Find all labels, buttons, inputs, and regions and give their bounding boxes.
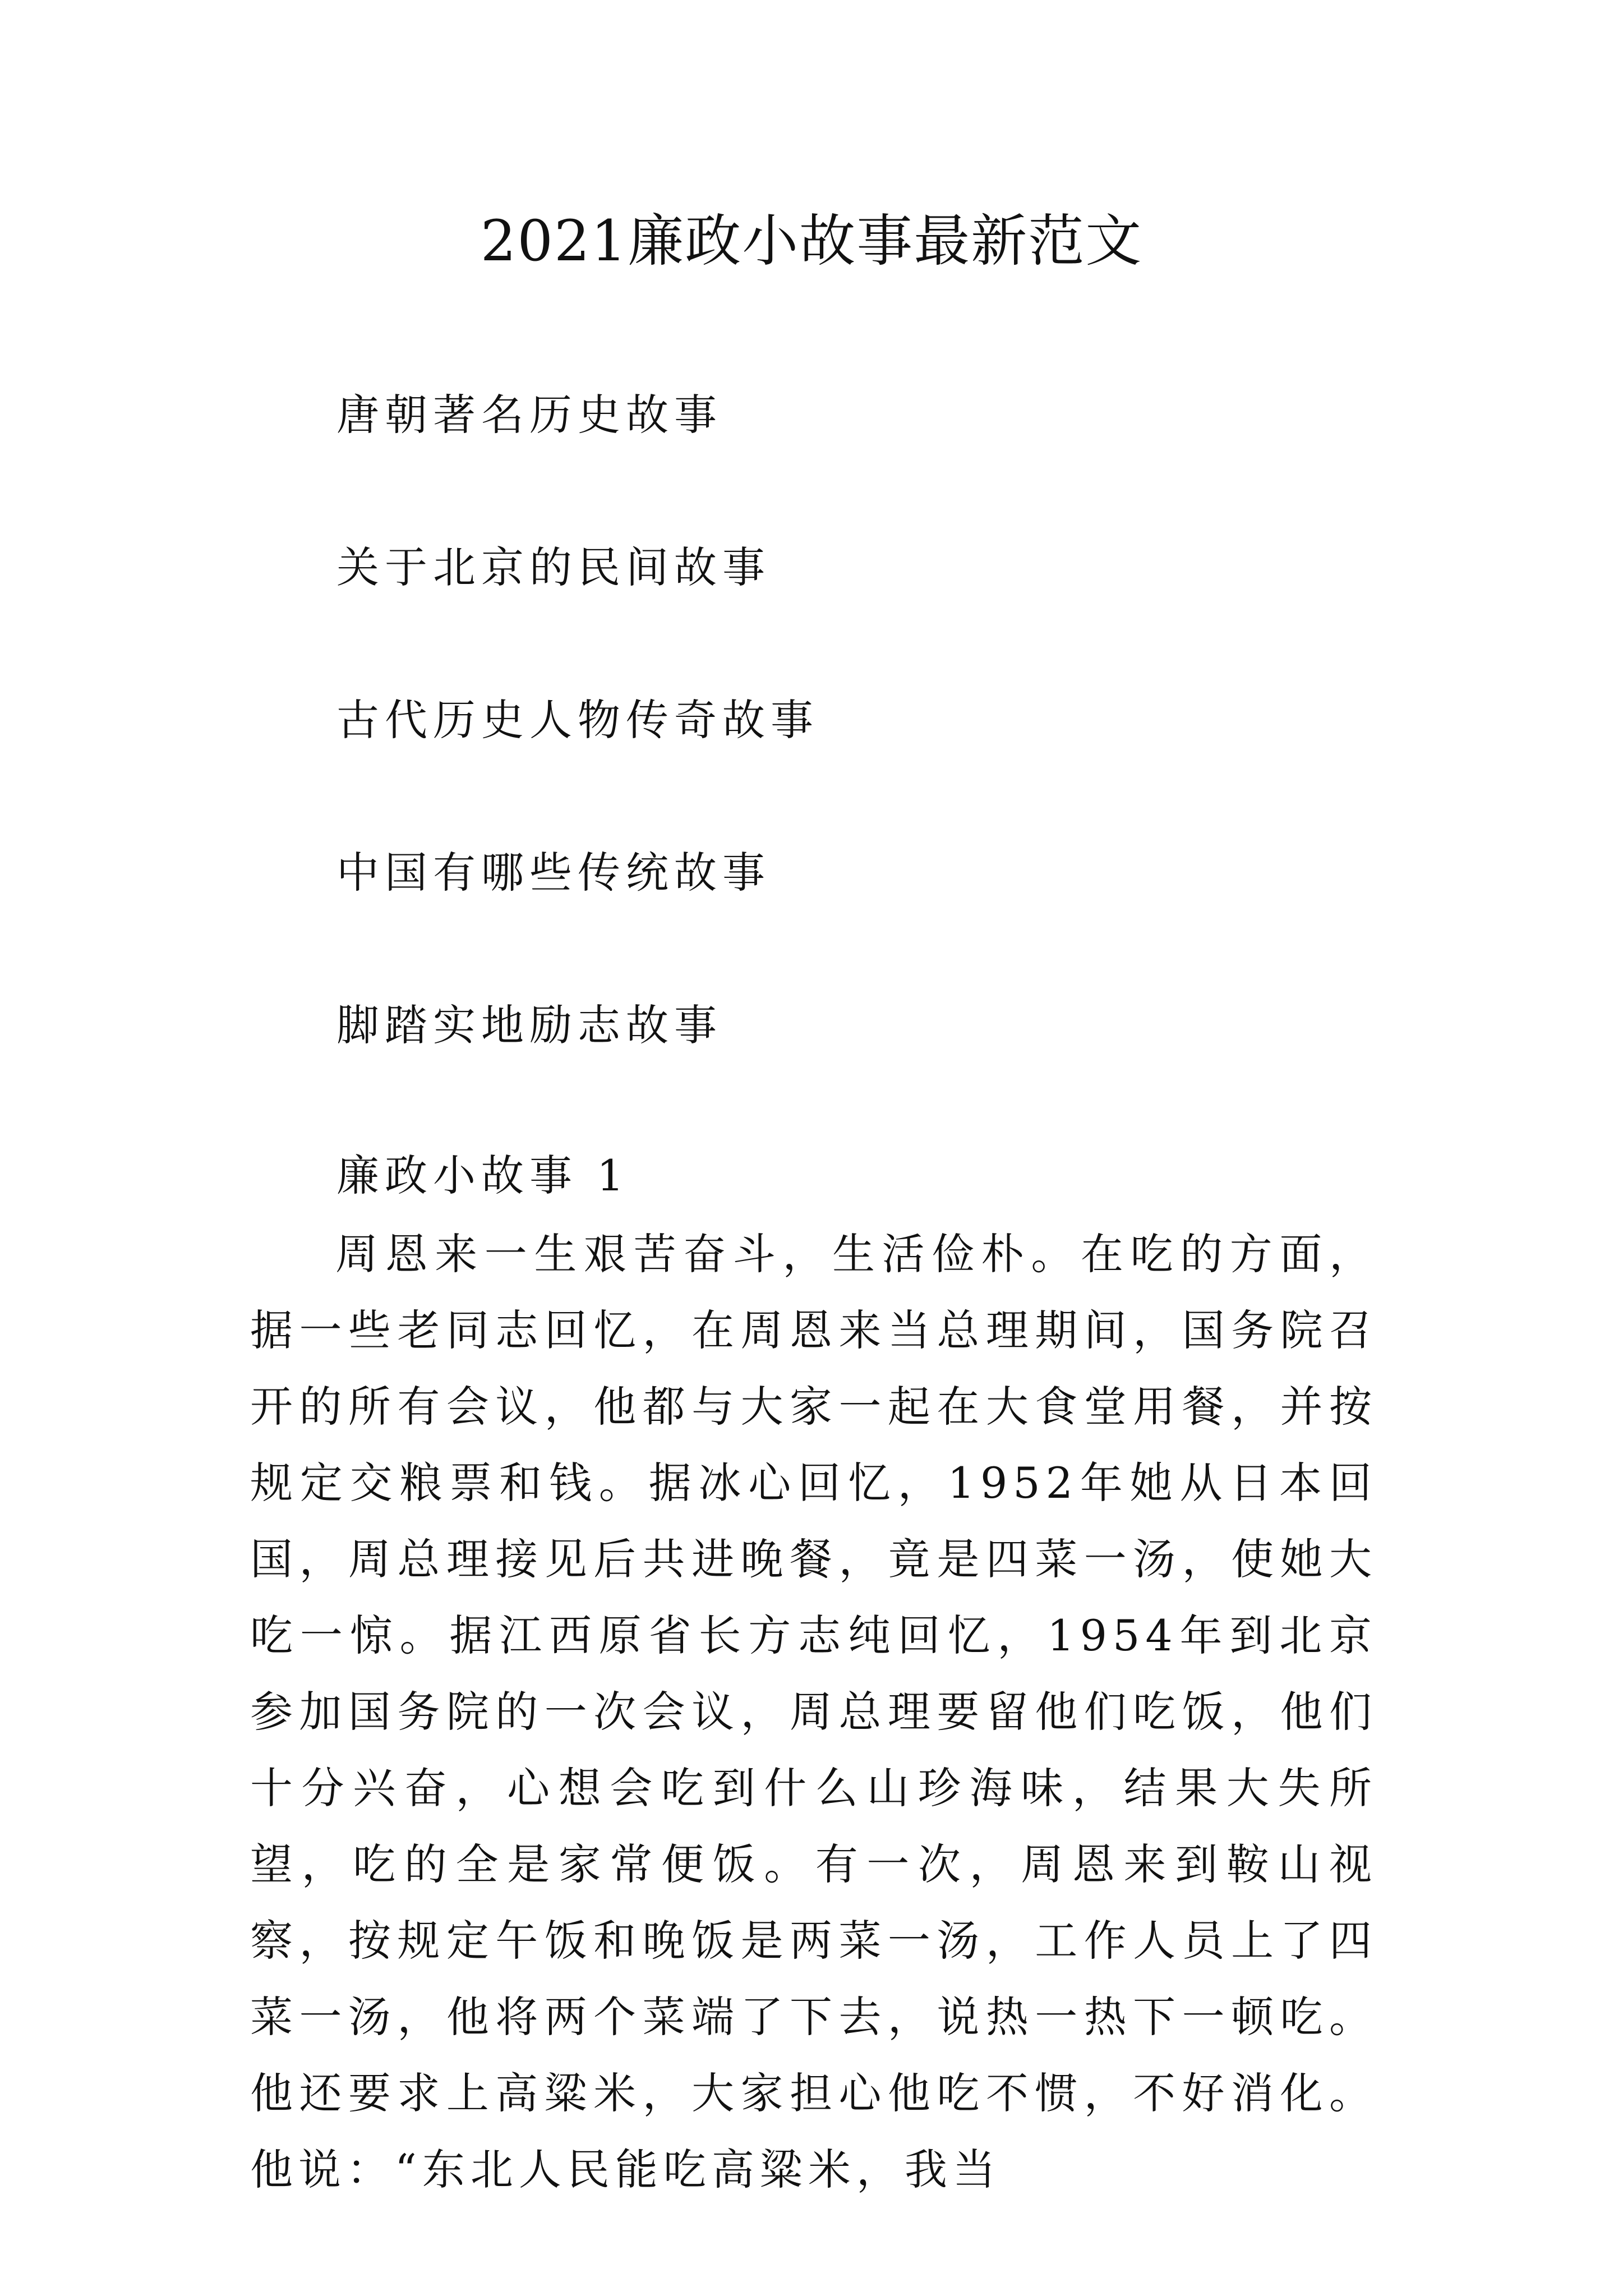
- related-link-item[interactable]: 脚踏实地励志故事: [336, 1000, 722, 1050]
- story-heading: 廉政小故事 1: [336, 1151, 630, 1200]
- related-link-item[interactable]: 古代历史人物传奇故事: [336, 695, 819, 745]
- related-link-item[interactable]: 中国有哪些传统故事: [336, 848, 771, 898]
- related-link-item[interactable]: 关于北京的民间故事: [336, 542, 771, 592]
- story-body-paragraph: 周恩来一生艰苦奋斗，生活俭朴。在吃的方面，据一些老同志回忆，在周恩来当总理期间，国务院召开的所有会议，他都与大家一起在大食堂用餐，并按规定交粮票和钱。据冰心回忆，1952年她从日本回国，周总理接见后共进晚餐，竟是四菜一汤，使她大吃一惊。据江西原省长方志纯回忆，1954年到北京参加国务院的一次会议，周总理要留他们吃饭，他们十分兴奋，心想会吃到什么山珍海味，结果大失所望，吃的全是家常便饭。有一次，周恩来到鞍山视察，按规定午饭和晚饭是两菜一汤，工作人员上了四菜一汤，他将两个菜端了下去，说热一热下一顿吃。他还要求上高粱米，大家担心他吃不惯，不好消化。他说：“东北人民能吃高粱米，我当: [250, 1229, 1377, 2194]
- document-title: 2021廉政小故事最新范文: [480, 208, 1143, 274]
- related-link-item[interactable]: 唐朝著名历史故事: [336, 390, 722, 440]
